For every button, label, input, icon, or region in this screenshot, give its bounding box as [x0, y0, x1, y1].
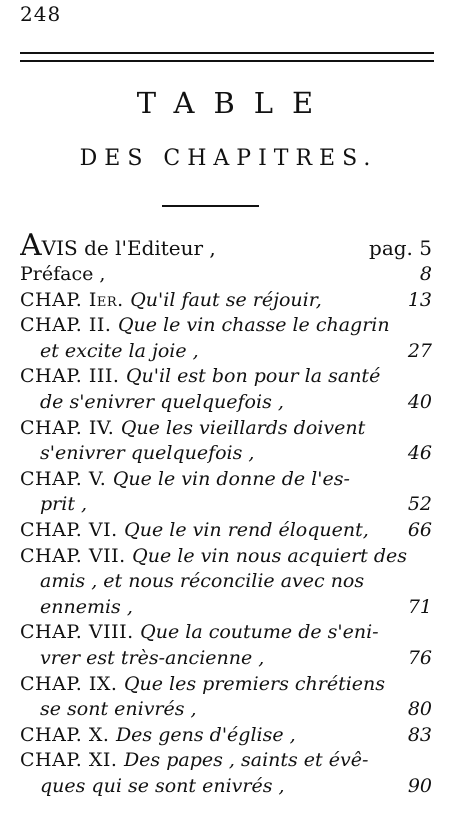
chapter-label: CHAP. V. — [20, 467, 113, 490]
entry-page-number: 40 — [404, 390, 432, 416]
toc-entry-line — [20, 595, 434, 621]
entry-title: prit , — [40, 493, 88, 516]
entry-title: VIS de l'Editeur , — [41, 236, 216, 260]
toc-entry-line — [20, 723, 434, 749]
entry-title: Que les premiers chrétiens — [123, 672, 386, 695]
toc-entry-line — [20, 416, 434, 442]
entry-page-number: 71 — [404, 595, 432, 621]
entry-title: Qu'il est bon pour la santé — [125, 365, 381, 388]
toc-entry-line — [20, 262, 434, 288]
entry-page-number: 13 — [404, 288, 432, 314]
entry-title: Qu'il faut se réjouir, — [130, 288, 322, 311]
toc-entry — [20, 313, 434, 364]
chapter-label: CHAP. VI. — [20, 518, 125, 541]
toc-entry-line — [20, 313, 434, 339]
toc-entry-line — [20, 518, 434, 544]
toc-entry-line — [20, 467, 434, 493]
entry-title: Des papes , saints et évê- — [123, 749, 369, 772]
entry-title: Que le vin donne de l'es- — [112, 467, 350, 490]
toc-entry — [20, 620, 434, 671]
entry-title: Que la coutume de s'eni- — [140, 621, 379, 644]
toc-entry-line — [20, 339, 434, 365]
entry-title: Préface , — [20, 263, 106, 285]
double-rule — [20, 52, 434, 62]
page-number: 248 — [20, 2, 62, 26]
toc-entry — [20, 232, 434, 262]
toc-entry-line — [20, 620, 434, 646]
toc-entry-line — [20, 544, 434, 570]
entry-title: se sont enivrés , — [40, 698, 197, 721]
entry-page-number: 83 — [404, 723, 432, 749]
toc-entry — [20, 364, 434, 415]
toc-entry-line — [20, 774, 434, 800]
toc-entry-line — [20, 492, 434, 518]
entry-title: s'enivrer quelquefois , — [40, 442, 255, 465]
toc-entry-line — [20, 646, 434, 672]
toc-entry-line — [20, 364, 434, 390]
entry-page-number: pag. 5 — [365, 234, 432, 262]
toc-entry — [20, 723, 434, 749]
entry-page-number: 52 — [404, 492, 432, 518]
toc-entry-line — [20, 390, 434, 416]
chapter-label: CHAP. Ier. — [20, 288, 131, 311]
entry-page-number: 27 — [404, 339, 432, 365]
entry-page-number: 90 — [404, 774, 432, 800]
toc-entry — [20, 288, 434, 314]
toc-entry — [20, 262, 434, 288]
toc-entry — [20, 748, 434, 799]
entry-title: vrer est très-ancienne , — [40, 646, 265, 669]
chapter-label: CHAP. VIII. — [20, 621, 141, 644]
toc-entry-line — [20, 748, 434, 774]
entry-title: Que le vin nous acquiert des — [132, 544, 408, 567]
chapter-label: CHAP. IV. — [20, 416, 121, 439]
entry-title: Des gens d'église , — [115, 723, 296, 746]
table-title: TABLE — [136, 86, 333, 120]
entry-page-number: 66 — [404, 518, 432, 544]
entry-title: de s'enivrer quelquefois , — [40, 390, 284, 413]
drop-initial: A — [20, 232, 42, 262]
chapter-label: CHAP. X. — [20, 723, 116, 746]
entry-title: Que les vieillards doivent — [120, 416, 366, 439]
short-rule — [162, 205, 259, 207]
toc-entry — [20, 416, 434, 467]
entry-title: Que le vin chasse le chagrin — [117, 314, 390, 337]
toc-entry — [20, 518, 434, 544]
chapter-label: CHAP. VII. — [20, 544, 133, 567]
toc-entry — [20, 544, 434, 621]
toc-entry-line — [20, 697, 434, 723]
entry-title: ques qui se sont enivrés , — [40, 774, 285, 797]
toc-entry-line — [20, 288, 434, 314]
entry-page-number: 76 — [404, 646, 432, 672]
chapter-label: CHAP. XI. — [20, 749, 124, 772]
entry-title: et excite la joie , — [40, 339, 199, 362]
toc-entry-line — [20, 569, 434, 595]
entry-page-number: 46 — [404, 441, 432, 467]
chapter-label: CHAP. III. — [20, 365, 126, 388]
entry-title: Que le vin rend éloquent, — [124, 518, 369, 541]
chapter-label: CHAP. IX. — [20, 672, 124, 695]
table-of-contents — [20, 232, 434, 799]
toc-entry — [20, 467, 434, 518]
entry-title: ennemis , — [40, 595, 133, 618]
toc-entry — [20, 672, 434, 723]
entry-page-number: 8 — [416, 262, 432, 288]
table-subtitle: DES CHAPITRES. — [79, 146, 378, 171]
entry-title: amis , et nous réconcilie avec nos — [40, 570, 365, 593]
entry-page-number: 80 — [404, 697, 432, 723]
toc-entry-line — [20, 672, 434, 698]
toc-entry-line — [20, 441, 434, 467]
chapter-label: CHAP. II. — [20, 314, 118, 337]
